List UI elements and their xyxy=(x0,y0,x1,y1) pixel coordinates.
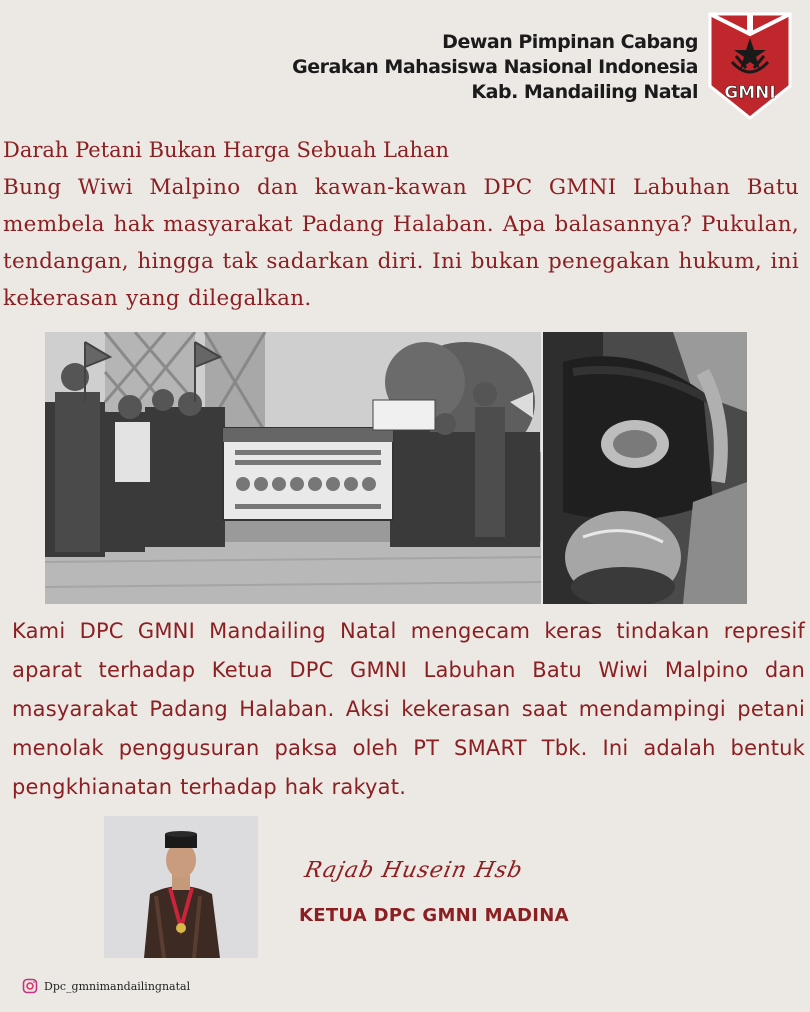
intro-body: Bung Wiwi Malpino dan kawan-kawan DPC GMNI Labuhan Batu membela hak masyarakat Padang Halaban. Apa balasannya? Pukulan, tendangan, hingga tak sadarkan diri. Ini bukan penegakan hukum, ini kekerasan yang dilegalkan. xyxy=(3,175,799,311)
signatory-portrait xyxy=(104,816,258,958)
signatory-position: KETUA DPC GMNI MADINA xyxy=(299,905,569,926)
org-line-2: Gerakan Mahasiswa Nasional Indonesia xyxy=(292,56,698,78)
organization-header xyxy=(292,30,698,105)
signatory-name: Rajab Husein Hsb xyxy=(302,858,526,883)
org-line-1: Dewan Pimpinan Cabang xyxy=(442,31,698,53)
instagram-link[interactable] xyxy=(22,976,190,996)
headline: Darah Petani Bukan Harga Sebuah Lahan xyxy=(3,138,450,162)
protest-photo xyxy=(45,332,541,604)
statement-text: Kami DPC GMNI Mandailing Natal mengecam keras tindakan represif aparat terhadap Ketua DPC GMNI Labuhan Batu Wiwi Malpino dan masyarakat Padang Halaban. Aksi kekerasan saat mendampingi petani menolak penggusuran paksa oleh PT SMART Tbk. Ini adalah bentuk pengkhianatan terhadap hak rakyat. xyxy=(12,619,805,799)
intro-text xyxy=(3,132,799,317)
victim-photo xyxy=(543,332,747,604)
instagram-handle: Dpc_gmnimandailingnatal xyxy=(44,979,191,993)
instagram-icon xyxy=(22,978,38,994)
logo-text: GMNI xyxy=(724,83,776,103)
org-line-3: Kab. Mandailing Natal xyxy=(471,81,698,103)
gmni-logo xyxy=(708,12,792,120)
